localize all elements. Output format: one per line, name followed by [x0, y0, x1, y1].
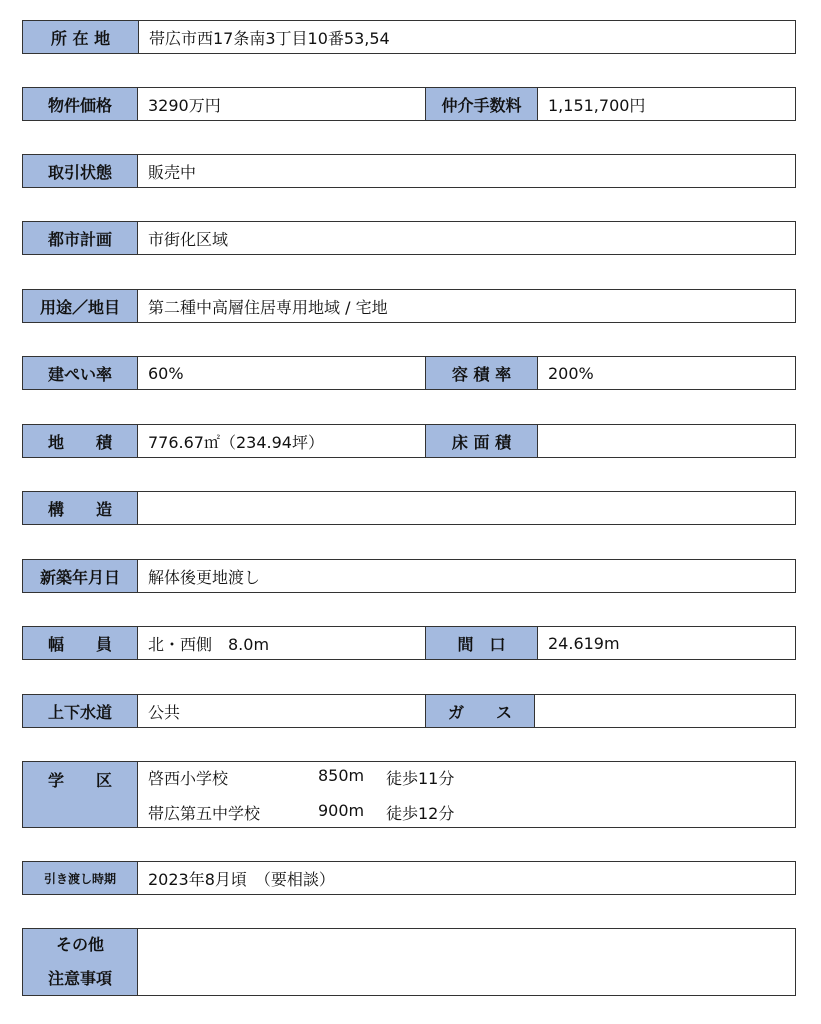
handover-value: 2023年8月頃 （要相談） [148, 869, 335, 889]
coverage-label: 建ぺい率 [23, 357, 138, 389]
road-width-value: 北・西側 8.0m [148, 634, 270, 654]
school-row [22, 761, 796, 828]
school-name: 帯広第五中学校 [148, 803, 261, 823]
handover-row [22, 861, 796, 895]
structure-value [138, 492, 795, 524]
frontage-value: 24.619m [548, 633, 620, 653]
location-value: 帯広市西17条南3丁目10番53,54 [149, 28, 390, 48]
location-label: 所 在 地 [23, 21, 139, 53]
price-row [22, 87, 796, 121]
coverage-value: 60% [148, 363, 184, 383]
transaction-value: 販売中 [148, 162, 197, 182]
price-label: 物件価格 [23, 88, 138, 120]
school-walk: 徒歩12分 [386, 803, 455, 823]
school-item-elementary [148, 766, 454, 789]
fee-value: 1,151,700円 [548, 95, 646, 115]
land-area-label: 地 積 [23, 425, 138, 457]
road-width-row [22, 626, 796, 660]
gas-label: ガ ス [425, 695, 535, 727]
water-value: 公共 [148, 702, 181, 722]
notes-value [138, 929, 795, 995]
water-label: 上下水道 [23, 695, 138, 727]
structure-label: 構 造 [23, 492, 138, 524]
fee-label: 仲介手数料 [425, 88, 538, 120]
land-area-row [22, 424, 796, 458]
notes-label-line2: 注意事項 [47, 969, 112, 988]
city-planning-label: 都市計画 [23, 222, 138, 254]
school-list [138, 762, 795, 827]
school-label: 学 区 [23, 762, 138, 827]
gas-value [535, 695, 795, 727]
notes-label [23, 929, 138, 995]
school-distance: 900m [318, 800, 365, 820]
built-row [22, 559, 796, 593]
structure-row [22, 491, 796, 525]
usage-value: 第二種中高層住居専用地域 / 宅地 [148, 297, 388, 317]
frontage-label: 間 口 [425, 627, 538, 659]
school-item-junior-high [148, 801, 454, 824]
road-width-label: 幅 員 [23, 627, 138, 659]
notes-row [22, 928, 796, 996]
location-row [22, 20, 796, 54]
floor-area-value [538, 425, 795, 457]
transaction-row [22, 154, 796, 188]
transaction-label: 取引状態 [23, 155, 138, 187]
built-label: 新築年月日 [23, 560, 138, 592]
school-walk: 徒歩11分 [386, 768, 455, 788]
far-label: 容 積 率 [425, 357, 538, 389]
city-planning-row [22, 221, 796, 255]
city-planning-value: 市街化区域 [148, 229, 229, 249]
school-distance: 850m [318, 765, 365, 785]
price-value: 3290万円 [148, 95, 221, 115]
land-area-value: 776.67㎡（234.94坪） [148, 432, 324, 452]
school-name: 啓西小学校 [148, 768, 229, 788]
handover-label: 引き渡し時期 [23, 862, 138, 894]
coverage-row [22, 356, 796, 390]
far-value: 200% [548, 363, 594, 383]
built-value: 解体後更地渡し [148, 567, 261, 587]
notes-label-line1: その他 [55, 935, 104, 954]
floor-area-label: 床 面 積 [425, 425, 538, 457]
usage-label: 用途／地目 [23, 290, 138, 322]
usage-row [22, 289, 796, 323]
water-row [22, 694, 796, 728]
